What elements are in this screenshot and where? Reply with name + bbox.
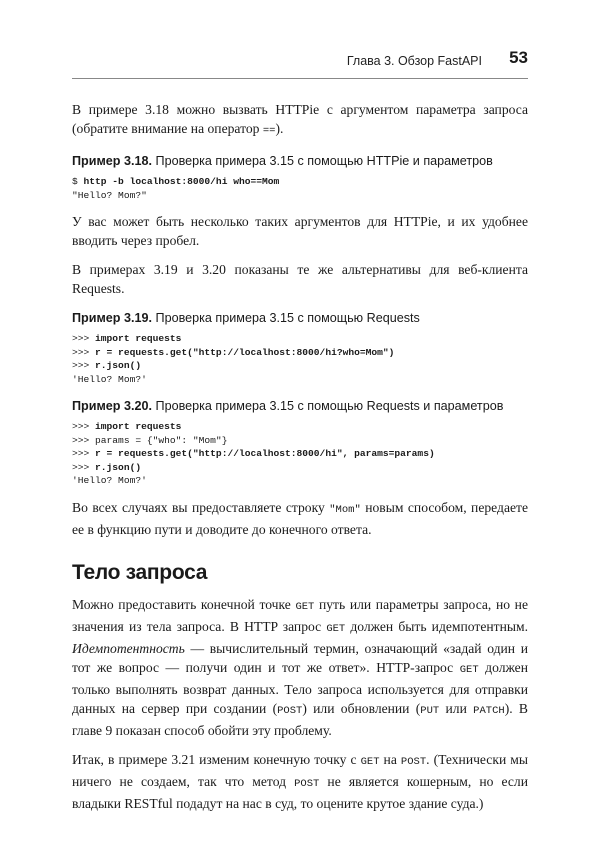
- code-line: [72, 333, 181, 344]
- code-line: [72, 421, 181, 432]
- inline-code: PUT: [420, 704, 440, 717]
- term-emphasis: Идемпотентность: [72, 640, 185, 656]
- page-body: [72, 100, 528, 813]
- code-line: [72, 435, 227, 446]
- paragraph-requests-alternatives: В примерах 3.19 и 3.20 показаны те же альтернативы для веб-клиента Requests.: [72, 262, 528, 296]
- section-title: Тело запроса: [72, 560, 208, 584]
- code-command: import requests: [95, 421, 182, 432]
- inline-code: POST: [294, 777, 320, 790]
- code-prompt: $: [72, 176, 84, 187]
- code-line: [72, 360, 141, 371]
- paragraph-multiple-args: У вас может быть несколько таких аргументов для HTTPie, и их удобнее вводить через пробел.: [72, 214, 528, 248]
- header-rule: [72, 78, 528, 79]
- code-line: [72, 347, 394, 358]
- code-block-3-19: [72, 332, 528, 386]
- code-command: r.json(): [95, 360, 142, 371]
- code-prompt: >>>: [72, 360, 96, 371]
- code-block-3-20: [72, 420, 528, 488]
- code-line: [72, 374, 147, 385]
- code-block-3-18: [72, 175, 528, 202]
- inline-code: ==: [262, 125, 276, 137]
- inline-code: GET: [459, 663, 479, 676]
- inline-code: "Mom": [329, 503, 361, 516]
- code-line: [72, 176, 279, 187]
- example-caption-3-20: Пример 3.20. Проверка примера 3.15 с помощью Requests и параметров: [72, 399, 504, 413]
- inline-code: GET: [295, 600, 315, 613]
- code-prompt: >>>: [72, 448, 96, 459]
- paragraph-httpie-query: В примере 3.18 можно вызвать HTTPie с аргументом параметра запроса (обратите внимание на оператор ==).: [72, 102, 528, 137]
- code-command: import requests: [95, 333, 182, 344]
- page-header: [72, 48, 528, 78]
- code-output: 'Hello? Mom?': [72, 373, 147, 385]
- inline-code: GET: [360, 755, 380, 768]
- code-output: params = {"who": "Mom"}: [95, 434, 228, 446]
- inline-code: GET: [326, 622, 346, 635]
- page-number: 53: [509, 48, 528, 67]
- code-prompt: >>>: [72, 421, 96, 432]
- code-line: [72, 462, 141, 473]
- inline-code: PATCH: [473, 704, 505, 717]
- paragraph-all-cases: Во всех случаях вы предоставляете строку "Mom" новым способом, передаете ее в функцию пути и доводите до конечного ответа.: [72, 499, 528, 537]
- paragraph-change-to-post: Итак, в примере 3.21 изменим конечную точку с GET на POST. (Технически мы ничего не создаем, так что метод POST не является кошерным, но если владыки RESTful подадут на нас в суд, то оцените крутое здание суда.): [72, 751, 528, 811]
- code-line: [72, 448, 435, 459]
- code-prompt: >>>: [72, 434, 96, 446]
- example-caption-3-18: Пример 3.18. Проверка примера 3.15 с помощью HTTPie и параметров: [72, 154, 493, 168]
- code-output: "Hello? Mom?": [72, 189, 147, 201]
- code-line: [72, 190, 147, 201]
- running-head: Глава 3. Обзор FastAPI: [346, 54, 482, 68]
- code-prompt: >>>: [72, 346, 96, 358]
- inline-code: POST: [277, 704, 303, 717]
- inline-code: POST: [400, 755, 427, 768]
- code-prompt: >>>: [72, 461, 96, 473]
- example-caption-3-19: Пример 3.19. Проверка примера 3.15 с помощью Requests: [72, 311, 420, 325]
- code-command: r = requests.get("http://localhost:8000/hi", params=params): [95, 448, 435, 459]
- code-command: r = requests.get("http://localhost:8000/hi?who=Mom"): [95, 346, 395, 358]
- code-command: http -b localhost:8000/hi who==Mom: [83, 176, 280, 187]
- code-command: r.json(): [95, 461, 142, 473]
- code-line: [72, 475, 147, 486]
- code-output: 'Hello? Mom?': [72, 475, 147, 486]
- paragraph-request-body: Можно предоставить конечной точке GET путь или параметры запроса, но не значения из тела запроса. В HTTP запрос GET должен быть идемпотентным. Идемпотентность — вычислительный термин, означающий «задай один и тот же вопрос — получи один и тот же ответ». HTTP-запрос GET должен только выполнять возврат данных. Тело запроса используется для отправки данных на сервер при создании (POST) или обновлении (PUT или PATCH). В главе 9 показан способ обойти эту проблему.: [72, 596, 528, 738]
- code-prompt: >>>: [72, 333, 96, 344]
